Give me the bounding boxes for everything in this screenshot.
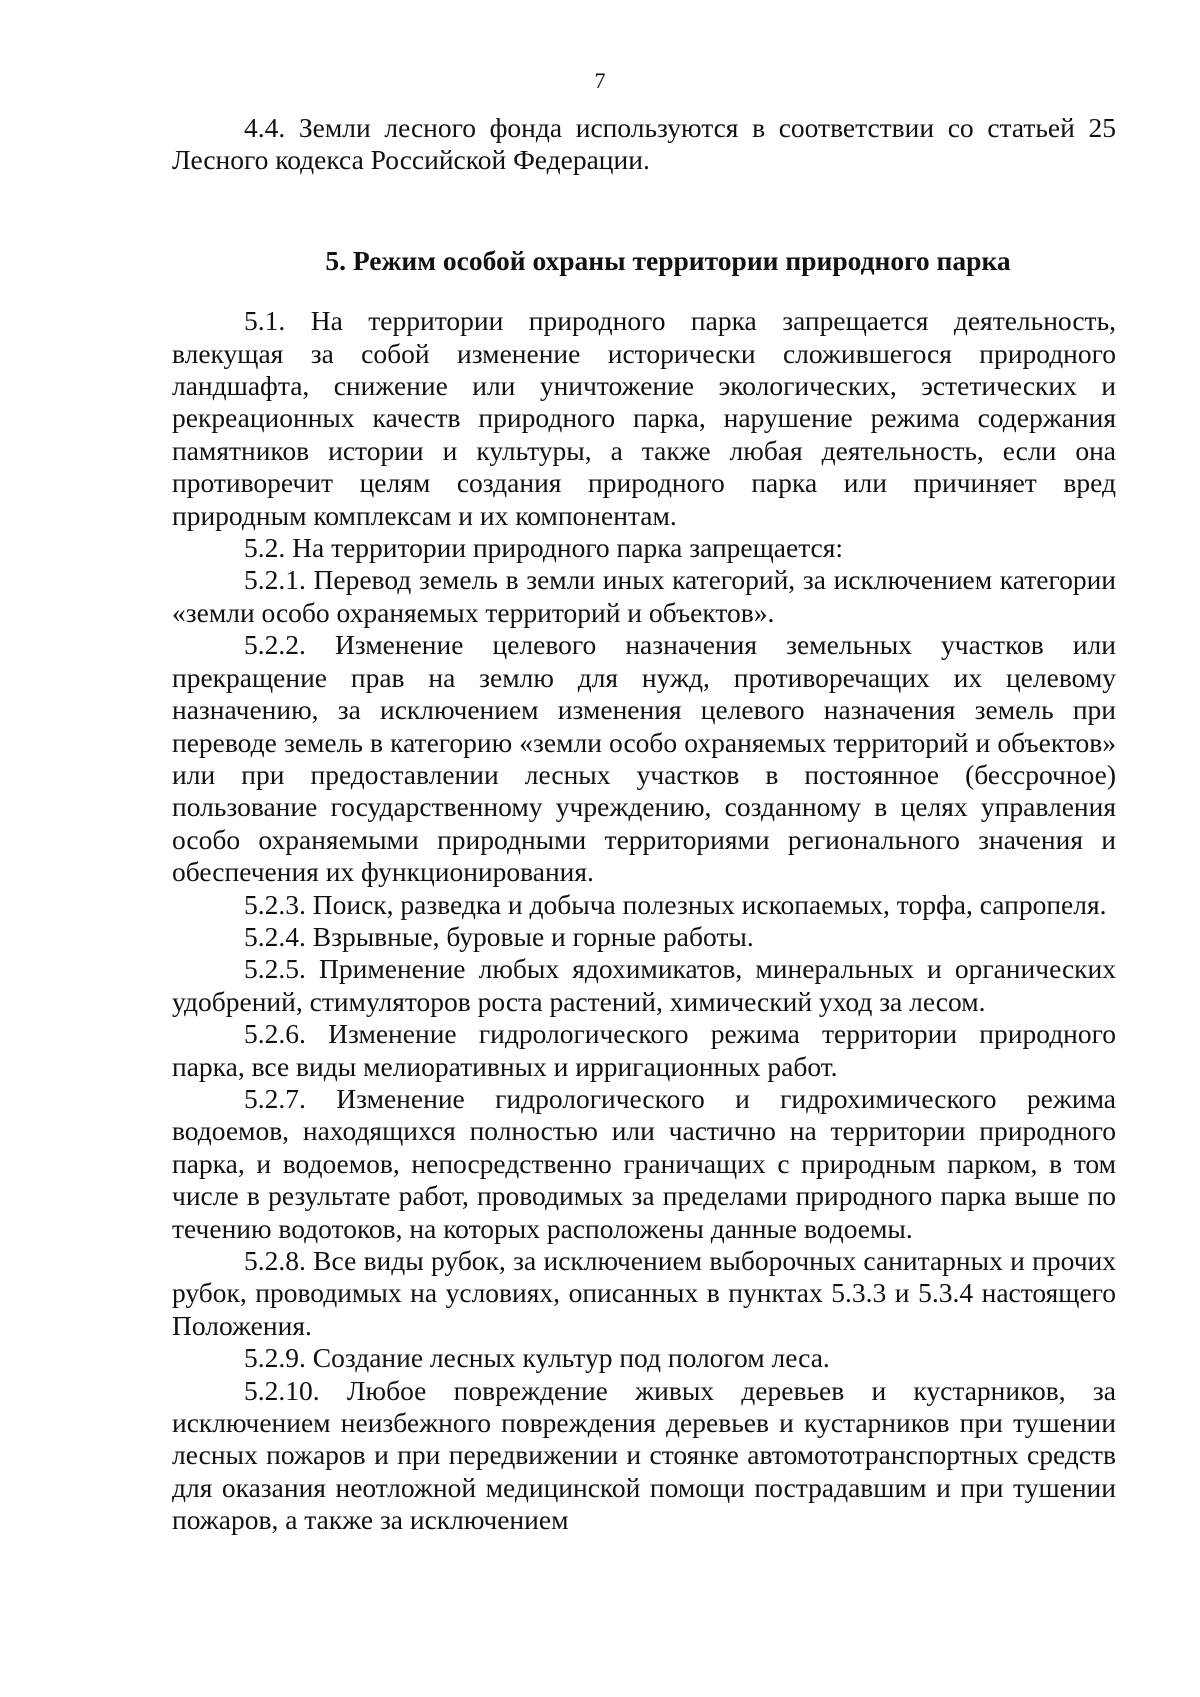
section-heading: 5. Режим особой охраны территории природного парка <box>325 244 1011 276</box>
paragraph-5-2-6: 5.2.6. Изменение гидрологического режима территории природного парка, все виды мелиоративных и ирригационных работ. <box>172 1018 1116 1082</box>
paragraph-5-2-4: 5.2.4. Взрывные, буровые и горные работы. <box>244 920 754 952</box>
page-number: 7 <box>594 68 606 93</box>
paragraph-5-2-10: 5.2.10. Любое повреждение живых деревьев и кустарников, за исключением неизбежного повреждения деревьев и кустарников при тушении лесных пожаров и при передвижении и стоянке автомототранспортных средств для оказания неотложной медицинской помощи пострадавшим и при тушении пожаров, а также за исключением <box>172 1374 1116 1536</box>
document-body <box>172 112 1116 1537</box>
paragraph-5-2-1: 5.2.1. Перевод земель в земли иных категорий, за исключением категории «земли особо охраняемых территорий и объектов». <box>172 564 1116 628</box>
paragraph-5-2-5: 5.2.5. Применение любых ядохимикатов, минеральных и органических удобрений, стимуляторов роста растений, химический уход за лесом. <box>172 953 1116 1017</box>
paragraph-5-2-3: 5.2.3. Поиск, разведка и добыча полезных ископаемых, торфа, сапропеля. <box>244 888 1107 920</box>
paragraph-4-4: 4.4. Земли лесного фонда используются в соответствии со статьей 25 Лесного кодекса Российской Федерации. <box>172 112 1116 176</box>
paragraph-5-2-7: 5.2.7. Изменение гидрологического и гидрохимического режима водоемов, находящихся полностью или частично на территории природного парка, и водоемов, непосредственно граничащих с природным парком, в том числе в результате работ, проводимых за пределами природного парка выше по течению водотоков, на которых расположены данные водоемы. <box>172 1082 1116 1244</box>
paragraph-5-2-9: 5.2.9. Создание лесных культур под пологом леса. <box>244 1342 830 1374</box>
paragraph-5-2-8: 5.2.8. Все виды рубок, за исключением выборочных санитарных и прочих рубок, проводимых на условиях, описанных в пунктах 5.3.3 и 5.3.4 настоящего Положения. <box>172 1245 1116 1341</box>
paragraph-5-1: 5.1. На территории природного парка запрещается деятельность, влекущая за собой изменение исторически сложившегося природного ландшафта, снижение или уничтожение экологических, эстетических и рекреационных качеств природного парка, нарушение режима содержания памятников истории и культуры, а также любая деятельность, если она противоречит целям создания природного парка или причиняет вред природным комплексам и их компонентам. <box>172 305 1116 531</box>
paragraph-5-2-2: 5.2.2. Изменение целевого назначения земельных участков или прекращение прав на землю для нужд, противоречащих их целевому назначению, за исключением изменения целевого назначения земель при переводе земель в категорию «земли особо охраняемых территорий и объектов» или при предоставлении лесных участков в постоянное (бессрочное) пользование государственному учреждению, созданному в целях управления особо охраняемыми природными территориями регионального значения и обеспечения их функционирования. <box>172 629 1116 888</box>
paragraph-5-2: 5.2. На территории природного парка запрещается: <box>244 532 844 564</box>
